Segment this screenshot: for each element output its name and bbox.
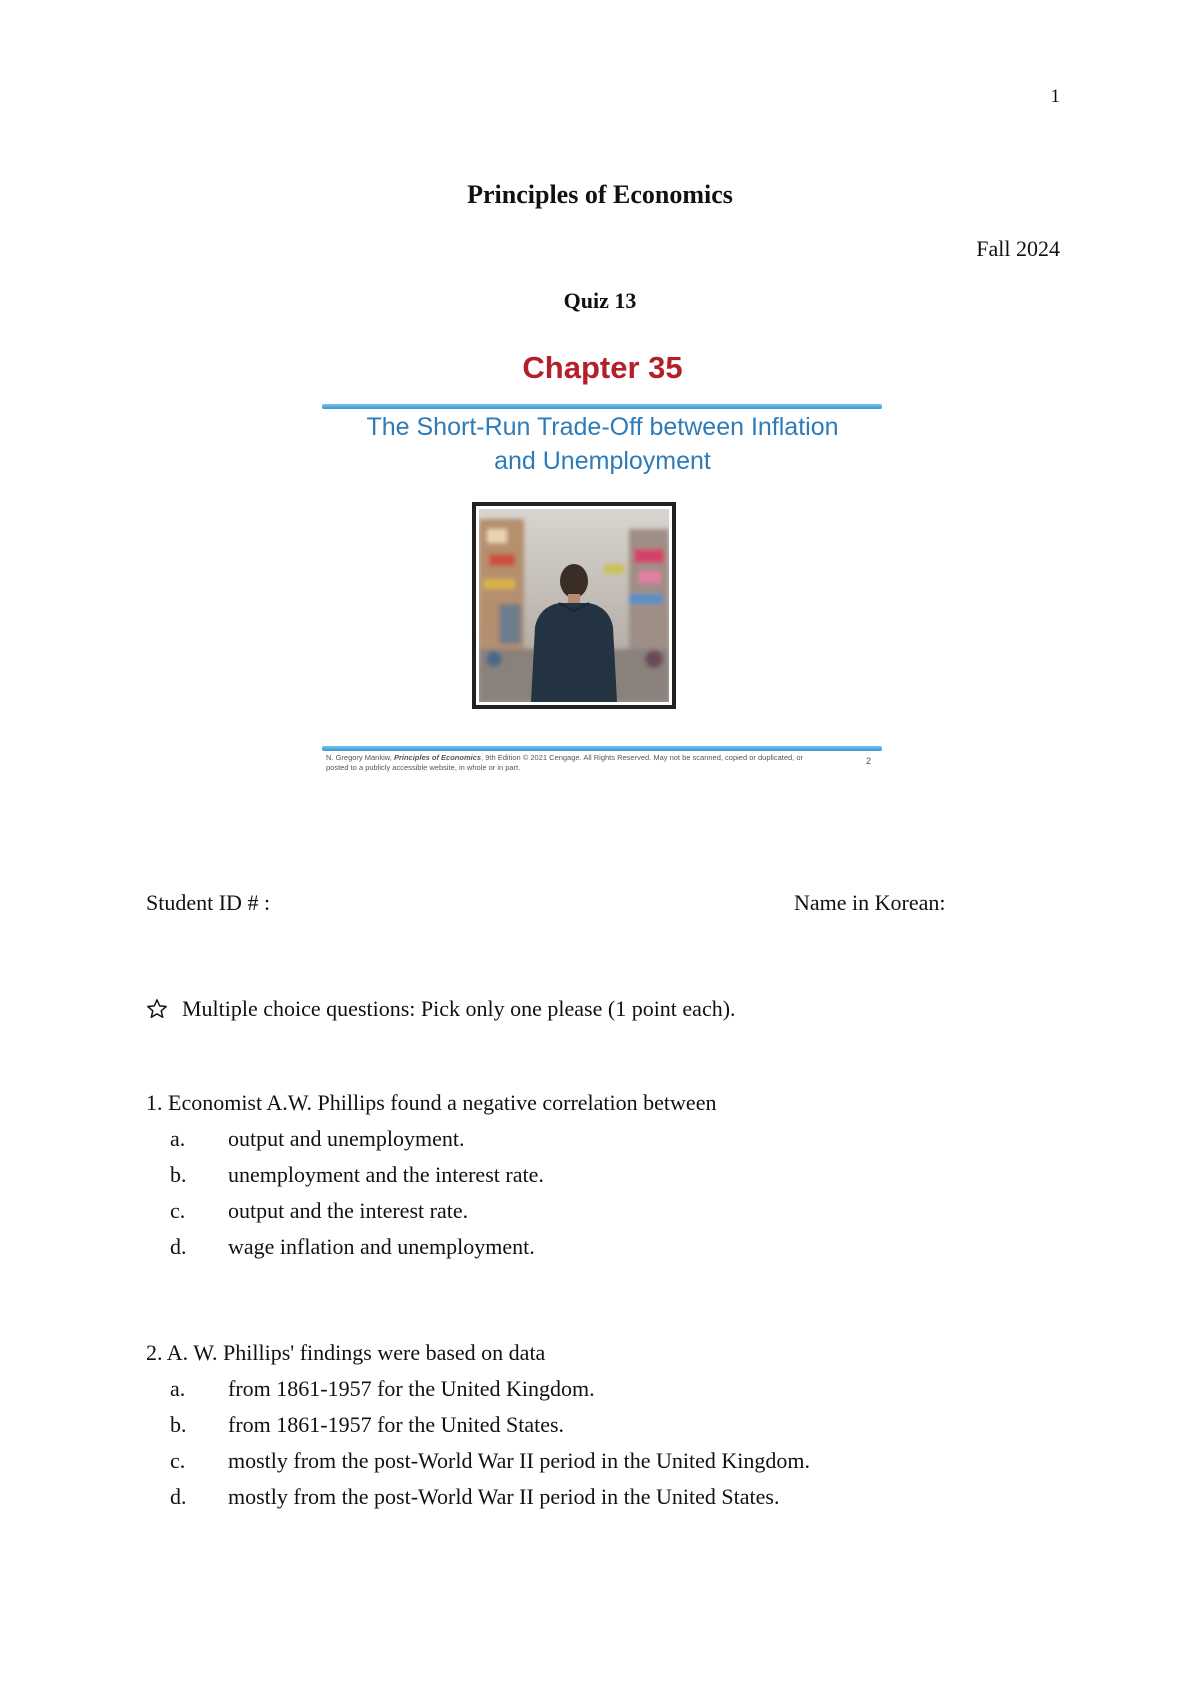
option-2a xyxy=(146,1371,810,1407)
option-text: wage inflation and unemployment. xyxy=(228,1234,535,1259)
option-text: output and unemployment. xyxy=(228,1126,465,1151)
option-text: mostly from the post-World War II period in the United States. xyxy=(228,1484,780,1509)
page-number: 1 xyxy=(1050,86,1060,107)
option-text: unemployment and the interest rate. xyxy=(228,1162,544,1187)
option-1d xyxy=(146,1229,716,1265)
student-id-field: Student ID # : xyxy=(146,890,271,915)
slide-copyright xyxy=(326,753,806,773)
option-letter: c. xyxy=(170,1198,186,1223)
question-stem: 2. A. W. Phillips' findings were based on data xyxy=(146,1340,546,1365)
course-title: Principles of Economics xyxy=(467,180,733,209)
option-2d xyxy=(146,1479,810,1515)
question-stem: 1. Economist A.W. Phillips found a negative correlation between xyxy=(146,1090,717,1115)
street-scene-photo xyxy=(479,509,669,702)
option-text: from 1861-1957 for the United Kingdom. xyxy=(228,1376,595,1401)
option-letter: b. xyxy=(170,1412,187,1437)
star-outline-icon xyxy=(146,998,168,1020)
quiz-title: Quiz 13 xyxy=(563,288,637,313)
slide-footer-line2: posted to a publicly accessible website, in whole or in part. xyxy=(326,763,521,772)
question-2 xyxy=(146,1335,810,1515)
option-1c xyxy=(146,1193,716,1229)
option-1b xyxy=(146,1157,716,1193)
option-text: output and the interest rate. xyxy=(228,1198,469,1223)
slide-bottom-rule xyxy=(322,746,882,751)
option-letter: d. xyxy=(170,1484,187,1509)
instructions-text: Multiple choice questions: Pick only one please (1 point each). xyxy=(182,996,736,1021)
option-letter: d. xyxy=(170,1234,187,1259)
slide-footer-author: N. Gregory Mankiw, xyxy=(326,753,394,762)
option-letter: a. xyxy=(170,1126,186,1151)
instructions xyxy=(146,996,736,1022)
slide-subtitle-line1: The Short-Run Trade-Off between Inflation xyxy=(366,413,839,441)
option-text: mostly from the post-World War II period in the United Kingdom. xyxy=(228,1448,811,1473)
slide-subtitle-line2: and Unemployment xyxy=(494,447,711,475)
option-2c xyxy=(146,1443,810,1479)
name-korean-field: Name in Korean: xyxy=(794,890,946,915)
slide-footer-rest: , 9th Edition © 2021 Cengage. All Rights Reserved. May not be scanned, copied or duplicated, or xyxy=(481,753,804,762)
question-1 xyxy=(146,1085,716,1265)
slide-top-rule xyxy=(322,404,882,409)
option-letter: b. xyxy=(170,1162,187,1187)
option-1a xyxy=(146,1121,716,1157)
option-letter: c. xyxy=(170,1448,186,1473)
slide-subtitle xyxy=(320,410,885,478)
slide-chapter-title: Chapter 35 xyxy=(522,350,683,385)
slide-photo-frame xyxy=(473,503,675,708)
option-text: from 1861-1957 for the United States. xyxy=(228,1412,565,1437)
slide-footer-book: Principles of Economics xyxy=(393,753,482,762)
slide-page-number: 2 xyxy=(866,756,872,766)
option-letter: a. xyxy=(170,1376,186,1401)
chapter-slide xyxy=(320,350,885,770)
option-2b xyxy=(146,1407,810,1443)
term-label: Fall 2024 xyxy=(976,236,1060,261)
